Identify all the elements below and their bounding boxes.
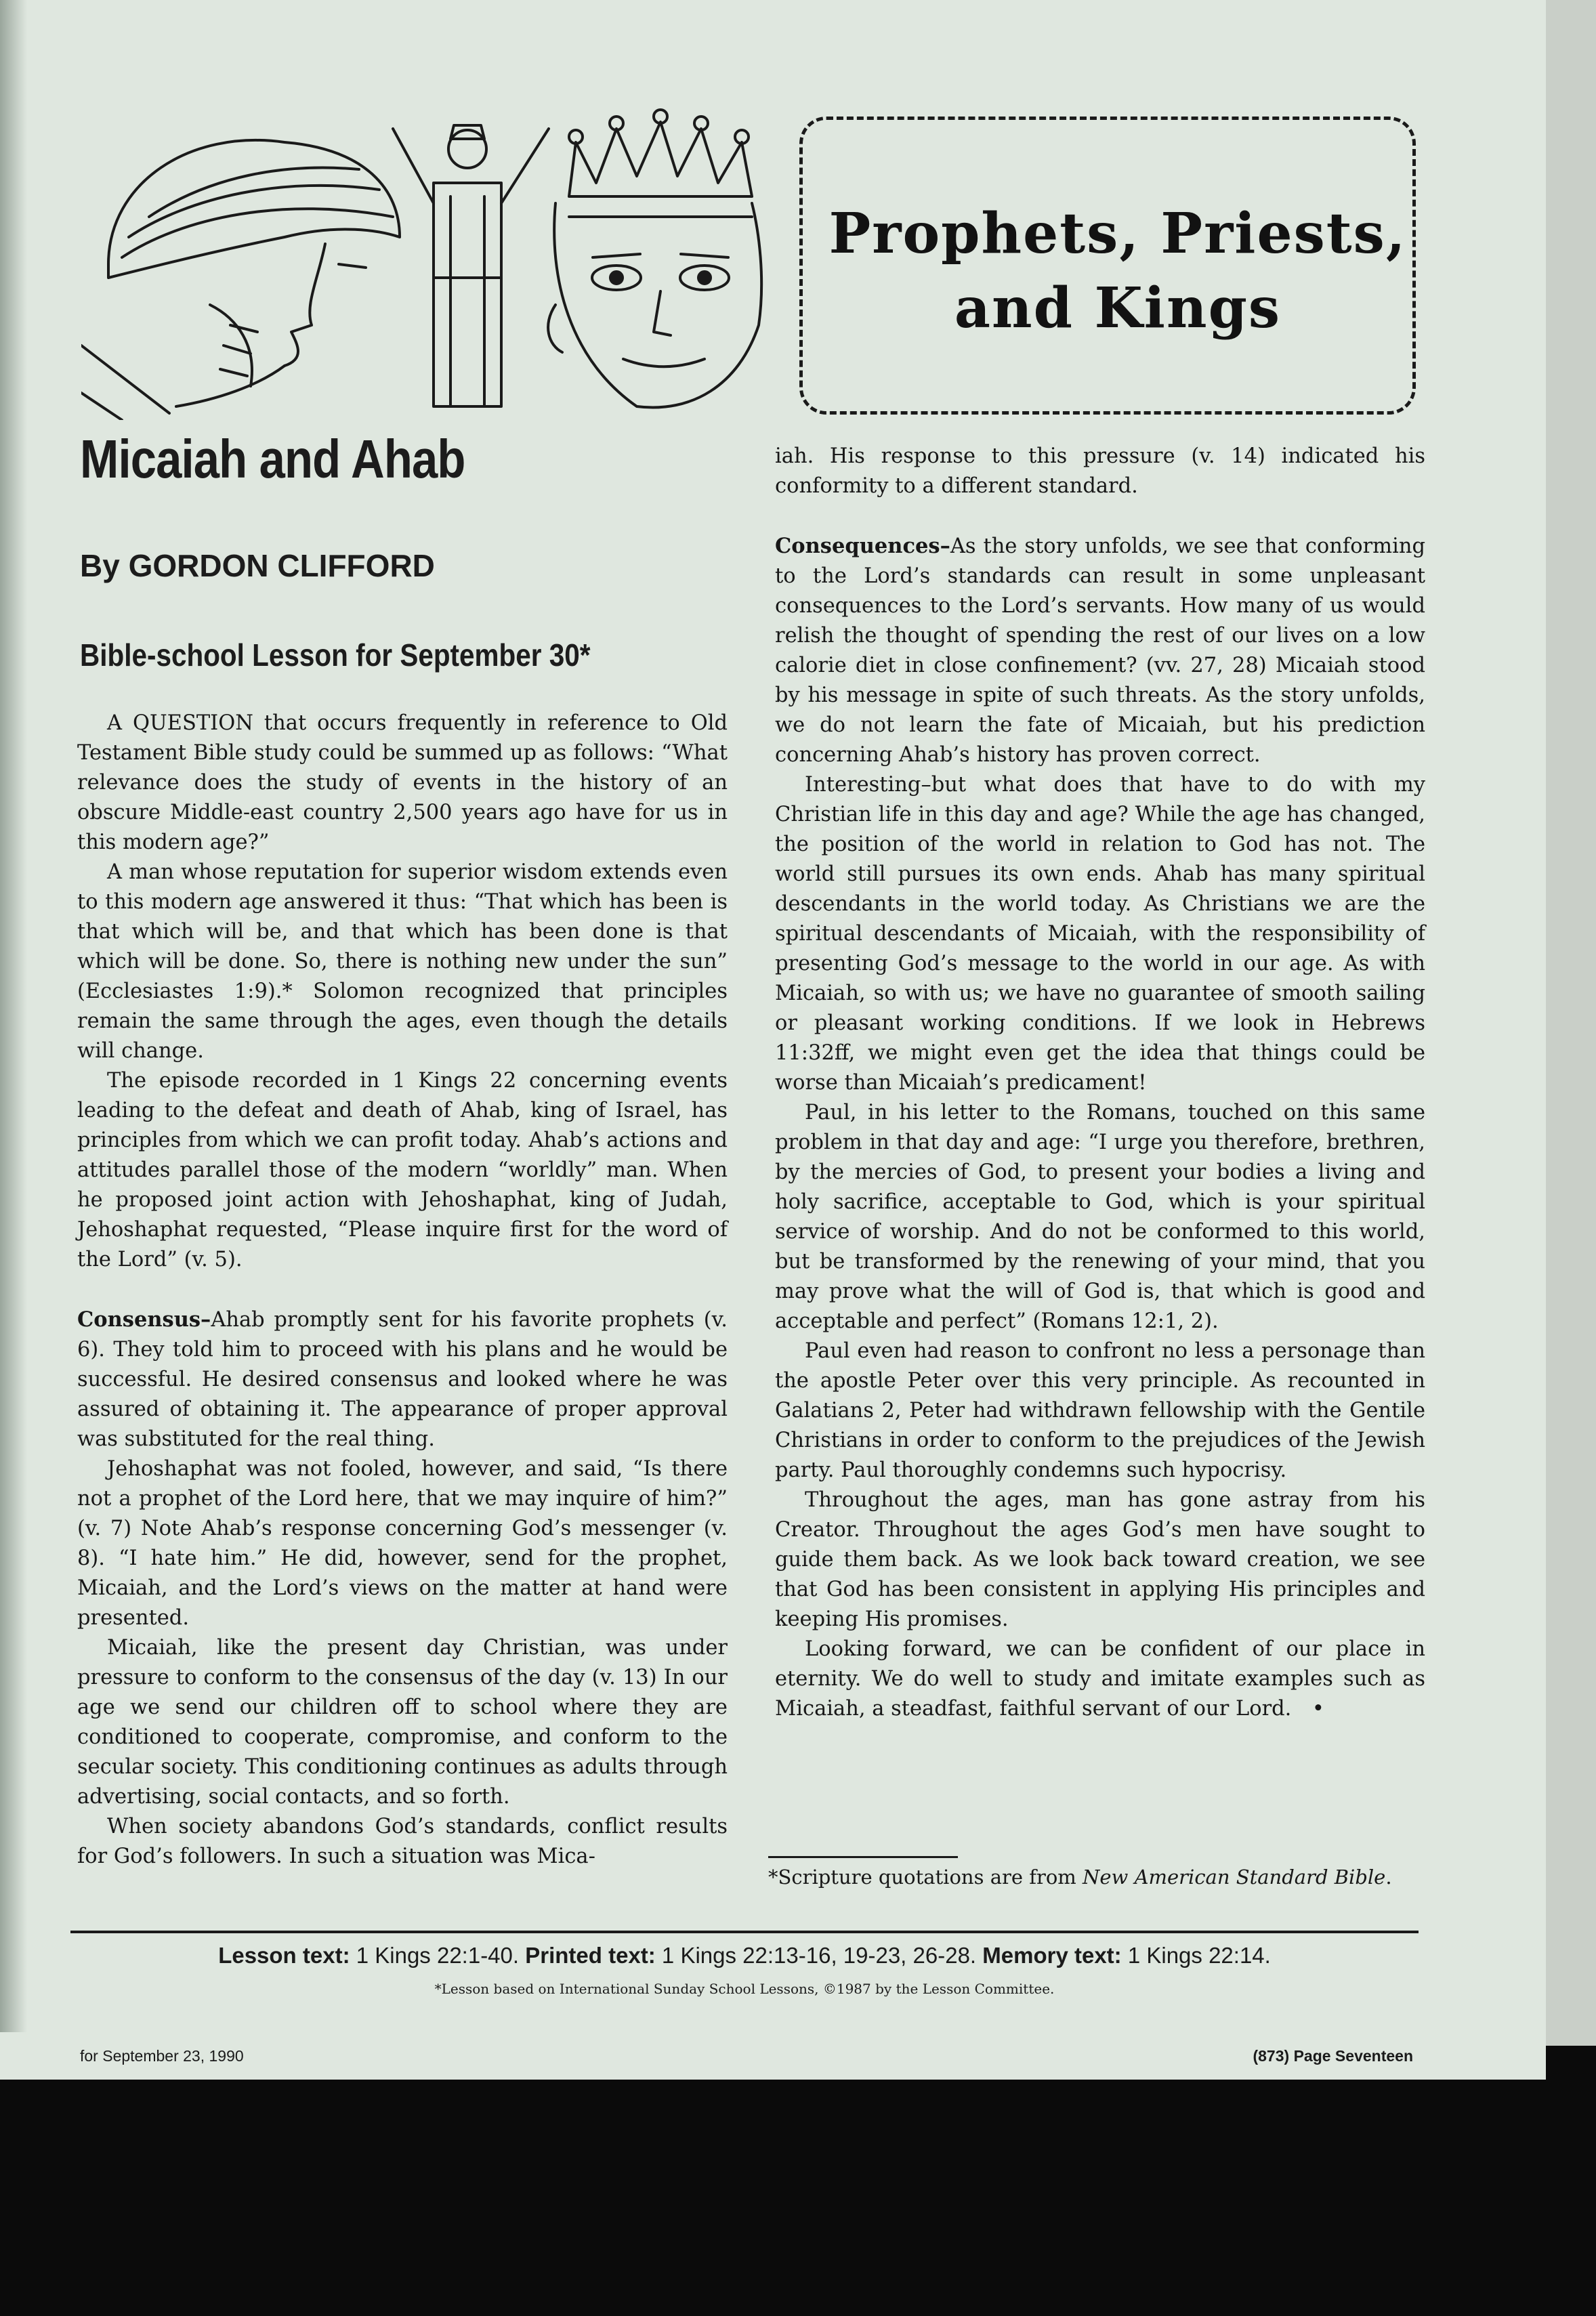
series-title-line2: and Kings (954, 276, 1282, 341)
footnote-source: New American Standard Bible (1083, 1866, 1386, 1889)
bottom-rule (70, 1931, 1419, 1933)
printed-text-value: 1 Kings 22:13-16, 19-23, 26-28. (655, 1943, 983, 1968)
lesson-credit: *Lesson based on International Sunday School Lessons, ©1987 by the Lesson Committee. (434, 1981, 1055, 1997)
byline: By GORDON CLIFFORD (80, 548, 435, 583)
paragraph: Paul, in his letter to the Romans, touched on this same problem in that day and age: “I urge you therefore, brethren, by the mercies of God, to present your bodies a living and holy sacrifice, acceptable to God, which is your spiritual service of worship. And do not be conformed to this world, but be transformed by the renewing of your mind, that you may prove what the will of God is, that which is good and acceptable and perfect” (Romans 12:1, 2). (775, 1101, 1425, 1333)
paragraph: A QUESTION that occurs frequently in reference to Old Testament Bible study could be summed up as follows: “What relevance does the study of events in the history of an obscure Middle-east country 2,500 years ago have for us in this modern age?” (77, 711, 728, 854)
lesson-label: Bible-school Lesson for September 30* (80, 637, 591, 673)
paragraph: Looking forward, we can be confident of our place in eternity. We do well to study and imitate examples such as Micaiah, a steadfast, faithful servant of our Lord. • (775, 1637, 1425, 1721)
consequences-heading: Consequences– (775, 534, 950, 558)
memory-text-label: Memory text: (982, 1943, 1122, 1968)
paragraph: The episode recorded in 1 Kings 22 concerning events leading to the defeat and death of Ahab, king of Israel, has principles from which we can profit today. Ahab’s actions and attitudes parallel those of the modern “worldly” man. When he proposed joint action with Jehoshaphat, king of Judah, Jehoshaphat requested, “Please inquire first for the word of the Lord” (v. 5). (77, 1069, 728, 1271)
paragraph: Paul even had reason to confront no less a personage than the apostle Peter over this very principle. As recounted in Galatians 2, Peter had withdrawn fellowship with the Gentile Christians in order to conform to the prejudices of the Jewish party. Paul thoroughly condemns such hypocrisy. (775, 1339, 1425, 1482)
lesson-text-line (70, 1943, 1419, 1968)
article-headline: Micaiah and Ahab (80, 429, 465, 489)
footnote-rule (768, 1856, 958, 1858)
paragraph: Throughout the ages, man has gone astray from his Creator. Throughout the ages God’s men have sought to guide them back. As we look back toward creation, we see that God has been consistent in applying His principles and keeping His promises. (775, 1488, 1425, 1631)
lesson-text-label: Lesson text: (218, 1943, 350, 1968)
consensus-text: Ahab promptly sent for his favorite prophets (v. 6). They told him to proceed with his plans and he would be successful. He desired consensus and looked where he was assured of obtaining it. The appearance of proper approval was substituted for the real thing. (77, 1308, 728, 1451)
memory-text-value: 1 Kings 22:14. (1121, 1943, 1271, 1968)
paragraph-continued: iah. His response to this pressure (v. 14) indicated his conformity to a different standard. (775, 444, 1425, 498)
series-title (820, 196, 1416, 345)
series-title-line1: Prophets, Priests, (828, 201, 1407, 266)
printed-text-label: Printed text: (525, 1943, 656, 1968)
consequences-text: As the story unfolds, we see that conforming to the Lord’s standards can result in some unpleasant consequences to the Lord’s servants. How many of us would relish the thought of spending the rest of our lives on a low calorie diet in close confinement? (vv. 27, 28) Micaiah stood by his message in spite of such threats. As the story unfolds, we do not learn the fate of Micaiah, but his prediction concerning Ahab’s history has proven correct. (775, 534, 1425, 767)
header-illustration (81, 102, 813, 420)
footer-page-number: (873) Page Seventeen (1253, 2047, 1413, 2065)
paragraph: A man whose reputation for superior wisdom extends even to this modern age answered it thus: “That which has been is that which will be, and that which has been done is that which will be done. So, there is nothing new under the sun” (Ecclesiastes 1:9).* Solomon recognized that principles remain the same through the ages, even though the details will change. (77, 860, 728, 1063)
paragraph: Interesting–but what does that have to do with my Christian life in this day and age? While the age has changed, the position of the world in relation to God has not. The world still pursues its own ends. Ahab has many spiritual descendants in the world today. As Christians we are the spiritual descendants of Micaiah, with the responsibility of presenting God’s message to the world in our age. As with Micaiah, so with us; we have no guarantee of smooth sailing or pleasant working conditions. If we look in Hebrews 11:32ff, we might even get the idea that things could be worse than Micaiah’s predicament! (775, 773, 1425, 1095)
footnote-suffix: . (1385, 1866, 1392, 1889)
consensus-paragraph (77, 1305, 728, 1454)
paragraph: Micaiah, like the present day Christian, was under pressure to conform to the consensus of the day (v. 13) In our age we send our children off to school where they are conditioned to cooperate, compromise, and conform to the secular society. This conditioning continues as adults through advertising, social contacts, and so forth. (77, 1636, 728, 1809)
paragraph: When society abandons God’s standards, conflict results for God’s followers. In such a situation was Mica- (77, 1815, 728, 1868)
paragraph: Jehoshaphat was not fooled, however, and said, “Is there not a prophet of the Lord here, that we may inquire of him?” (v. 7) Note Ahab’s response concerning God’s messenger (v. 8). “I hate him.” He did, however, send for the prophet, Micaiah, and the Lord’s views on the matter at hand were presented. (77, 1457, 728, 1630)
footnote-prefix: *Scripture quotations are from (768, 1866, 1083, 1889)
column-right (775, 442, 1425, 1724)
lesson-text-value: 1 Kings 22:1-40. (350, 1943, 526, 1968)
page-shadow (0, 0, 27, 2046)
footnote (768, 1863, 1419, 1891)
column-left (77, 709, 728, 1872)
footer-date: for September 23, 1990 (80, 2047, 244, 2065)
consequences-paragraph (775, 531, 1425, 770)
consensus-heading: Consensus– (77, 1307, 211, 1332)
